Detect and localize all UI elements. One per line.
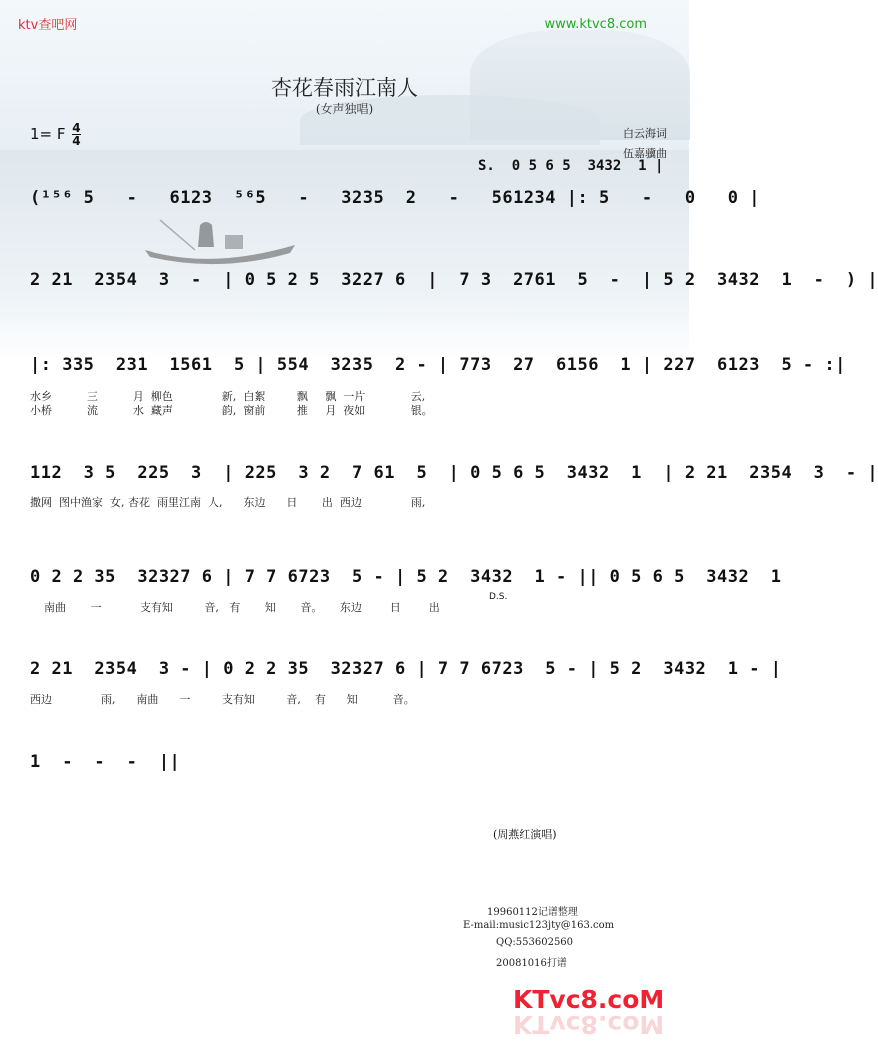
score-line-5: 0 2 2 35 32327 6 | 7 7 6723 5 - | 5 2 3432 1 - || 0 5 6 5 3432 1 — [30, 567, 782, 587]
time-numerator: 4 — [72, 121, 81, 135]
lyric-line-2: 小桥 流 水 藏声 韵, 窗前 推 月 夜如 银。 — [30, 404, 433, 417]
watermark-right: www.ktvc8.com — [544, 17, 647, 32]
score-line-4: 112 3 5 225 3 | 225 3 2 7 61 5 | 0 5 6 5 3432 1 | 2 21 2354 3 - | — [30, 463, 878, 483]
water — [0, 150, 878, 360]
watermark-left: ktv查吧网 — [18, 18, 78, 33]
performer: (周燕红演唱) — [493, 828, 557, 841]
time-denominator: 4 — [72, 134, 81, 148]
background-painting — [0, 0, 878, 360]
lyric-line-1: 水乡 三 月 柳色 新, 白絮 飘 飘 一片 云, — [30, 390, 426, 403]
score-line-2: 2 21 2354 3 - | 0 5 2 5 3227 6 | 7 3 2761 5 - | 5 2 3432 1 - ) | — [30, 270, 878, 290]
lyric-line-3: 撒网 图中渔家 女, 杏花 雨里江南 人, 东边 日 出 西边 雨, — [30, 496, 426, 509]
boat-illustration — [140, 215, 300, 275]
song-title: 杏花春雨江南人 — [271, 76, 418, 100]
score-line-1: (¹⁵⁶ 5 - 6123 ⁵⁶5 - 3235 2 - 561234 |: 5 - 0 0 | — [30, 188, 760, 208]
score-line-7: 1 - - - || — [30, 752, 181, 772]
footer-qq: QQ:553602560 — [496, 937, 574, 948]
key-signature — [30, 122, 81, 147]
score-line-3: |: 335 231 1561 5 | 554 3235 2 - | 773 27 6156 1 | 227 6123 5 - :| — [30, 355, 846, 375]
key-text: 1= F — [30, 125, 66, 143]
segno-line: S. 0 5 6 5 3432 1 | — [478, 158, 664, 174]
lyricist: 白云海词 — [623, 127, 667, 140]
composer: 伍嘉骥曲 — [623, 147, 667, 160]
footer-email: E-mail:music123jty@163.com — [463, 920, 615, 931]
lyric-line-4: 南曲 一 支有知 音, 有 知 音。 东边 日 出 — [30, 601, 440, 614]
footer-typeset: 20081016打谱 — [496, 958, 567, 969]
lyric-line-5: 西边 雨, 南曲 一 支有知 音, 有 知 音。 — [30, 693, 415, 706]
site-logo-reflection: KTvc8.coM — [513, 1010, 665, 1039]
song-subtitle: (女声独唱) — [315, 102, 374, 116]
site-logo: KTvc8.coM — [513, 985, 665, 1014]
time-signature — [72, 122, 80, 147]
ds-mark: D.S. — [489, 592, 508, 602]
score-line-6: 2 21 2354 3 - | 0 2 2 35 32327 6 | 7 7 6723 5 - | 5 2 3432 1 - | — [30, 659, 782, 679]
footer-arranged: 19960112记谱整理 — [487, 907, 578, 918]
